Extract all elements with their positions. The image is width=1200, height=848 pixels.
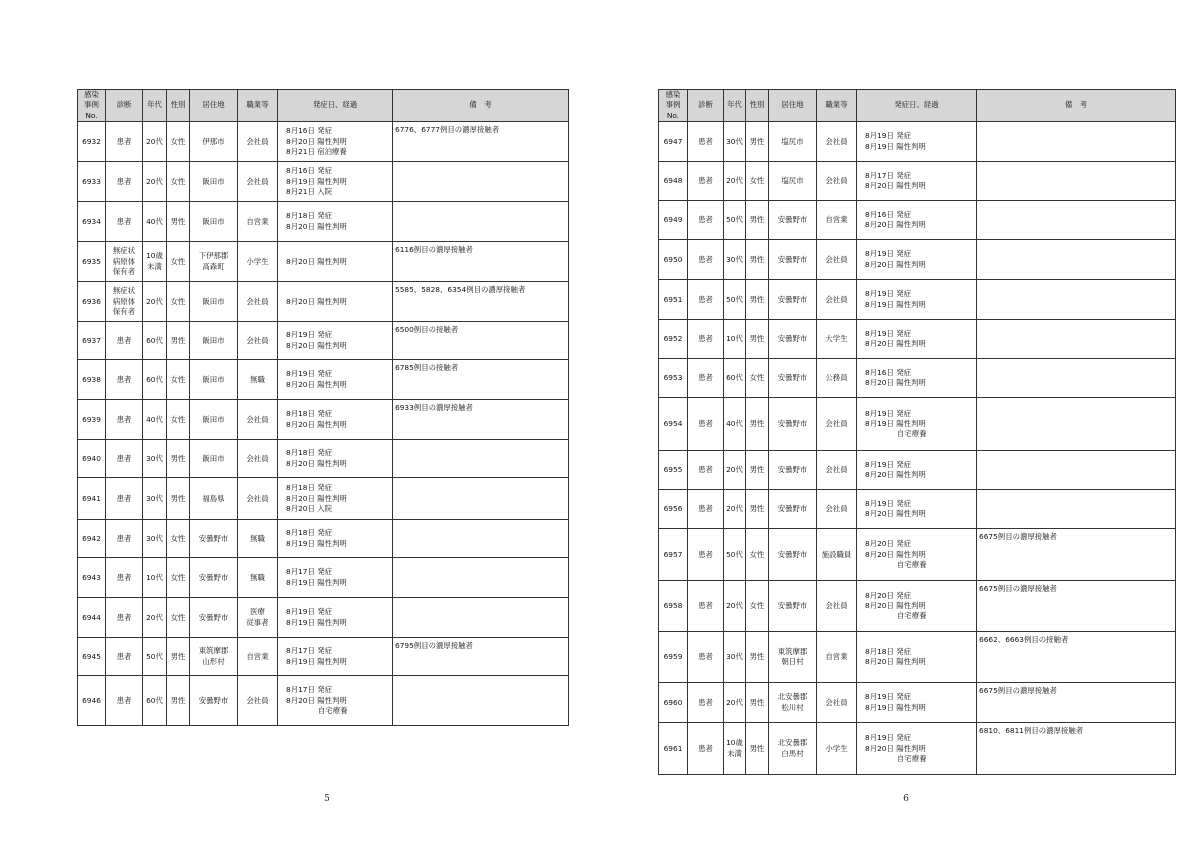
age-cell: 30代 [143,478,167,520]
course-cell: 8月18日 発症 8月20日 陽性判明 [278,440,393,478]
page-6 [600,0,1200,848]
age-cell: 20代 [143,282,167,322]
occupation-cell: 自営業 [817,632,857,683]
table-row [659,122,1176,162]
age-cell: 40代 [724,398,746,451]
table-row [78,598,569,638]
remarks-cell [977,398,1176,451]
age-cell: 60代 [724,359,746,398]
course-cell: 8月16日 発症 8月20日 陽性判明 [857,359,977,398]
residence-cell: 北安曇郡 松川村 [769,683,817,723]
case-no-cell: 6949 [659,201,688,240]
occupation-cell: 無職 [238,360,278,400]
table-row [659,280,1176,320]
residence-cell: 安曇野市 [769,240,817,280]
table-row [78,202,569,242]
col-header-residence: 居住地 [769,90,817,122]
case-no-cell: 6935 [78,242,106,282]
case-no-cell: 6947 [659,122,688,162]
table-row [659,632,1176,683]
course-cell: 8月19日 発症 8月20日 陽性判明 [857,320,977,359]
residence-cell: 東筑摩郡 朝日村 [769,632,817,683]
diagnosis-cell: 患者 [106,162,143,202]
diagnosis-cell: 患者 [106,558,143,598]
course-cell: 8月17日 発症 8月20日 陽性判明 自宅療養 [278,676,393,726]
course-cell: 8月19日 発症 8月19日 陽性判明 [857,122,977,162]
diagnosis-cell: 患者 [688,683,724,723]
age-cell: 10代 [724,320,746,359]
case-no-cell: 6952 [659,320,688,359]
sex-cell: 女性 [167,162,190,202]
residence-cell: 飯田市 [190,202,238,242]
course-cell: 8月17日 発症 8月20日 陽性判明 [857,162,977,201]
col-header-sex: 性別 [167,90,190,122]
sex-cell: 男性 [167,676,190,726]
residence-cell: 東筑摩郡 山形村 [190,638,238,676]
sex-cell: 男性 [746,398,769,451]
table-row [659,683,1176,723]
age-cell: 30代 [724,240,746,280]
table-row [78,478,569,520]
residence-cell: 安曇野市 [769,201,817,240]
sex-cell: 女性 [746,359,769,398]
age-cell: 60代 [143,676,167,726]
diagnosis-cell: 無症状 病原体 保有者 [106,282,143,322]
age-cell: 40代 [143,202,167,242]
residence-cell: 安曇野市 [190,676,238,726]
residence-cell: 福島県 [190,478,238,520]
course-cell: 8月20日 発症 8月20日 陽性判明 自宅療養 [857,529,977,581]
occupation-cell: 会社員 [238,282,278,322]
remarks-cell [977,122,1176,162]
case-no-cell: 6934 [78,202,106,242]
age-cell: 60代 [143,322,167,360]
age-cell: 30代 [724,632,746,683]
col-header-sex: 性別 [746,90,769,122]
sex-cell: 男性 [746,632,769,683]
table-row [78,322,569,360]
table-row [659,451,1176,490]
occupation-cell: 会社員 [817,683,857,723]
diagnosis-cell: 患者 [106,202,143,242]
age-cell: 10歳 未満 [724,723,746,775]
course-cell: 8月20日 発症 8月20日 陽性判明 自宅療養 [857,581,977,632]
col-header-remarks: 備 考 [977,90,1176,122]
sex-cell: 男性 [746,280,769,320]
case-no-cell: 6959 [659,632,688,683]
residence-cell: 安曇野市 [769,280,817,320]
course-cell: 8月19日 発症 8月20日 陽性判明 [278,322,393,360]
case-no-cell: 6948 [659,162,688,201]
age-cell: 60代 [143,360,167,400]
course-cell: 8月19日 発症 8月19日 陽性判明 [857,280,977,320]
table-row [78,440,569,478]
residence-cell: 安曇野市 [769,451,817,490]
age-cell: 20代 [143,162,167,202]
course-cell: 8月18日 発症 8月20日 陽性判明 [278,400,393,440]
col-header-residence: 居住地 [190,90,238,122]
case-no-cell: 6960 [659,683,688,723]
course-cell: 8月19日 発症 8月20日 陽性判明 [857,490,977,529]
occupation-cell: 自営業 [817,201,857,240]
sex-cell: 女性 [167,360,190,400]
diagnosis-cell: 患者 [106,478,143,520]
case-no-cell: 6954 [659,398,688,451]
col-header-case-no: 感染 事例 No. [659,90,688,122]
course-cell: 8月16日 発症 8月20日 陽性判明 8月21日 宿泊療養 [278,122,393,162]
remarks-cell [393,676,569,726]
case-no-cell: 6933 [78,162,106,202]
case-no-cell: 6938 [78,360,106,400]
remarks-cell [393,520,569,558]
residence-cell: 安曇野市 [769,398,817,451]
remarks-cell [977,280,1176,320]
remarks-cell [393,202,569,242]
course-cell: 8月17日 発症 8月19日 陽性判明 [278,558,393,598]
diagnosis-cell: 患者 [688,529,724,581]
diagnosis-cell: 患者 [106,360,143,400]
table-row [659,201,1176,240]
occupation-cell: 医療 従事者 [238,598,278,638]
course-cell: 8月20日 陽性判明 [278,242,393,282]
remarks-cell: 5585、5828、6354例目の濃厚接触者 [393,282,569,322]
residence-cell: 北安曇郡 白馬村 [769,723,817,775]
table-row [78,400,569,440]
case-no-cell: 6956 [659,490,688,529]
diagnosis-cell: 患者 [688,581,724,632]
remarks-cell [393,558,569,598]
table-row [659,398,1176,451]
diagnosis-cell: 患者 [688,320,724,359]
table-row [659,320,1176,359]
case-no-cell: 6944 [78,598,106,638]
sex-cell: 女性 [746,581,769,632]
residence-cell: 飯田市 [190,282,238,322]
occupation-cell: 公務員 [817,359,857,398]
residence-cell: 塩尻市 [769,122,817,162]
sex-cell: 男性 [167,440,190,478]
course-cell: 8月19日 発症 8月20日 陽性判明 [278,360,393,400]
sex-cell: 女性 [167,598,190,638]
remarks-cell: 6662、6663例目の接触者 [977,632,1176,683]
remarks-cell: 6795例目の濃厚接触者 [393,638,569,676]
remarks-cell [977,240,1176,280]
table-row [78,122,569,162]
diagnosis-cell: 患者 [106,520,143,558]
case-table [658,89,1176,775]
occupation-cell: 会社員 [817,240,857,280]
residence-cell: 安曇野市 [190,598,238,638]
diagnosis-cell: 患者 [688,162,724,201]
page-number: 6 [903,794,909,804]
residence-cell: 飯田市 [190,400,238,440]
course-cell: 8月18日 発症 8月19日 陽性判明 [278,520,393,558]
course-cell: 8月19日 発症 8月19日 陽性判明 自宅療養 [857,398,977,451]
diagnosis-cell: 患者 [688,122,724,162]
remarks-cell [393,598,569,638]
age-cell: 50代 [724,201,746,240]
remarks-cell [977,162,1176,201]
table-row [78,558,569,598]
occupation-cell: 会社員 [817,398,857,451]
occupation-cell: 会社員 [238,676,278,726]
course-cell: 8月16日 発症 8月19日 陽性判明 8月21日 入院 [278,162,393,202]
diagnosis-cell: 患者 [106,122,143,162]
remarks-cell: 6675例目の濃厚接触者 [977,529,1176,581]
course-cell: 8月20日 陽性判明 [278,282,393,322]
remarks-cell: 6500例目の接触者 [393,322,569,360]
course-cell: 8月17日 発症 8月19日 陽性判明 [278,638,393,676]
course-cell: 8月19日 発症 8月19日 陽性判明 [857,683,977,723]
case-table [77,89,569,726]
diagnosis-cell: 患者 [106,322,143,360]
residence-cell: 下伊那郡 高森町 [190,242,238,282]
diagnosis-cell: 患者 [106,400,143,440]
diagnosis-cell: 患者 [106,638,143,676]
occupation-cell: 会社員 [238,322,278,360]
course-cell: 8月19日 発症 8月19日 陽性判明 [278,598,393,638]
case-no-cell: 6945 [78,638,106,676]
case-no-cell: 6953 [659,359,688,398]
course-cell: 8月18日 発症 8月20日 陽性判明 8月20日 入院 [278,478,393,520]
diagnosis-cell: 患者 [688,490,724,529]
age-cell: 50代 [724,529,746,581]
sex-cell: 女性 [167,282,190,322]
residence-cell: 飯田市 [190,360,238,400]
sex-cell: 男性 [746,683,769,723]
sex-cell: 男性 [746,122,769,162]
remarks-cell: 6675例目の濃厚接触者 [977,683,1176,723]
sex-cell: 女性 [746,529,769,581]
case-no-cell: 6955 [659,451,688,490]
table-row [78,282,569,322]
occupation-cell: 小学生 [817,723,857,775]
occupation-cell: 会社員 [238,478,278,520]
age-cell: 20代 [724,451,746,490]
residence-cell: 安曇野市 [769,359,817,398]
occupation-cell: 自営業 [238,638,278,676]
age-cell: 20代 [724,490,746,529]
age-cell: 30代 [724,122,746,162]
case-no-cell: 6932 [78,122,106,162]
course-cell: 8月19日 発症 8月20日 陽性判明 [857,451,977,490]
remarks-cell [977,490,1176,529]
case-no-cell: 6939 [78,400,106,440]
diagnosis-cell: 患者 [688,240,724,280]
table-row [659,723,1176,775]
residence-cell: 安曇野市 [190,558,238,598]
occupation-cell: 会社員 [817,122,857,162]
sex-cell: 男性 [746,451,769,490]
sex-cell: 男性 [167,202,190,242]
case-no-cell: 6950 [659,240,688,280]
occupation-cell: 会社員 [817,451,857,490]
col-header-remarks: 備 考 [393,90,569,122]
occupation-cell: 会社員 [817,162,857,201]
occupation-cell: 会社員 [238,400,278,440]
sex-cell: 男性 [167,322,190,360]
age-cell: 40代 [143,400,167,440]
occupation-cell: 会社員 [817,280,857,320]
diagnosis-cell: 患者 [688,201,724,240]
sex-cell: 男性 [746,320,769,359]
case-no-cell: 6936 [78,282,106,322]
age-cell: 50代 [143,638,167,676]
occupation-cell: 会社員 [238,440,278,478]
table-row [78,638,569,676]
diagnosis-cell: 患者 [688,280,724,320]
age-cell: 20代 [143,122,167,162]
age-cell: 10代 [143,558,167,598]
case-no-cell: 6941 [78,478,106,520]
page-number: 5 [324,794,330,804]
table-row [659,581,1176,632]
age-cell: 20代 [724,162,746,201]
table-header-row [659,90,1176,122]
sex-cell: 女性 [167,242,190,282]
age-cell: 30代 [143,440,167,478]
table-row [78,242,569,282]
diagnosis-cell: 患者 [688,359,724,398]
sex-cell: 男性 [746,240,769,280]
sex-cell: 男性 [746,490,769,529]
col-header-case-no: 感染 事例 No. [78,90,106,122]
table-row [78,676,569,726]
col-header-course: 発症日、経過 [278,90,393,122]
case-no-cell: 6957 [659,529,688,581]
table-row [659,359,1176,398]
col-header-occupation: 職業等 [817,90,857,122]
residence-cell: 飯田市 [190,440,238,478]
course-cell: 8月19日 発症 8月20日 陽性判明 [857,240,977,280]
diagnosis-cell: 患者 [688,723,724,775]
remarks-cell: 6675例目の濃厚接触者 [977,581,1176,632]
residence-cell: 安曇野市 [190,520,238,558]
age-cell: 30代 [143,520,167,558]
table-row [78,162,569,202]
col-header-course: 発症日、経過 [857,90,977,122]
sex-cell: 女性 [167,520,190,558]
residence-cell: 安曇野市 [769,320,817,359]
case-no-cell: 6943 [78,558,106,598]
course-cell: 8月19日 発症 8月20日 陽性判明 自宅療養 [857,723,977,775]
occupation-cell: 施設職員 [817,529,857,581]
sex-cell: 女性 [167,558,190,598]
remarks-cell: 6116例目の濃厚接触者 [393,242,569,282]
sex-cell: 女性 [167,400,190,440]
col-header-diagnosis: 診断 [106,90,143,122]
age-cell: 50代 [724,280,746,320]
occupation-cell: 会社員 [238,122,278,162]
residence-cell: 安曇野市 [769,581,817,632]
residence-cell: 伊那市 [190,122,238,162]
case-no-cell: 6946 [78,676,106,726]
remarks-cell [977,451,1176,490]
occupation-cell: 自営業 [238,202,278,242]
occupation-cell: 無職 [238,520,278,558]
remarks-cell: 6776、6777例目の濃厚接触者 [393,122,569,162]
residence-cell: 飯田市 [190,162,238,202]
course-cell: 8月18日 発症 8月20日 陽性判明 [278,202,393,242]
diagnosis-cell: 患者 [106,598,143,638]
residence-cell: 塩尻市 [769,162,817,201]
table-row [659,162,1176,201]
col-header-age: 年代 [724,90,746,122]
table-row [78,360,569,400]
remarks-cell [977,201,1176,240]
occupation-cell: 会社員 [817,581,857,632]
sex-cell: 男性 [746,723,769,775]
remarks-cell [393,478,569,520]
table-row [659,529,1176,581]
age-cell: 20代 [724,581,746,632]
case-no-cell: 6937 [78,322,106,360]
diagnosis-cell: 患者 [688,632,724,683]
course-cell: 8月16日 発症 8月20日 陽性判明 [857,201,977,240]
col-header-diagnosis: 診断 [688,90,724,122]
remarks-cell: 6810、6811例目の濃厚接触者 [977,723,1176,775]
remarks-cell: 6933例目の濃厚接触者 [393,400,569,440]
col-header-occupation: 職業等 [238,90,278,122]
table-row [659,240,1176,280]
occupation-cell: 無職 [238,558,278,598]
occupation-cell: 小学生 [238,242,278,282]
residence-cell: 飯田市 [190,322,238,360]
case-no-cell: 6951 [659,280,688,320]
case-no-cell: 6958 [659,581,688,632]
age-cell: 20代 [724,683,746,723]
case-no-cell: 6961 [659,723,688,775]
age-cell: 10歳 未満 [143,242,167,282]
sex-cell: 男性 [167,638,190,676]
sex-cell: 男性 [746,201,769,240]
course-cell: 8月18日 発症 8月20日 陽性判明 [857,632,977,683]
occupation-cell: 大学生 [817,320,857,359]
remarks-cell [977,359,1176,398]
sex-cell: 女性 [746,162,769,201]
occupation-cell: 会社員 [817,490,857,529]
col-header-age: 年代 [143,90,167,122]
remarks-cell [393,162,569,202]
age-cell: 20代 [143,598,167,638]
sex-cell: 女性 [167,122,190,162]
remarks-cell [393,440,569,478]
residence-cell: 安曇野市 [769,529,817,581]
remarks-cell: 6785例目の接触者 [393,360,569,400]
residence-cell: 安曇野市 [769,490,817,529]
table-row [659,490,1176,529]
diagnosis-cell: 無症状 病原体 保有者 [106,242,143,282]
case-no-cell: 6940 [78,440,106,478]
diagnosis-cell: 患者 [688,451,724,490]
sex-cell: 男性 [167,478,190,520]
table-row [78,520,569,558]
occupation-cell: 会社員 [238,162,278,202]
diagnosis-cell: 患者 [106,440,143,478]
case-no-cell: 6942 [78,520,106,558]
remarks-cell [977,320,1176,359]
diagnosis-cell: 患者 [106,676,143,726]
diagnosis-cell: 患者 [688,398,724,451]
table-header-row [78,90,569,122]
